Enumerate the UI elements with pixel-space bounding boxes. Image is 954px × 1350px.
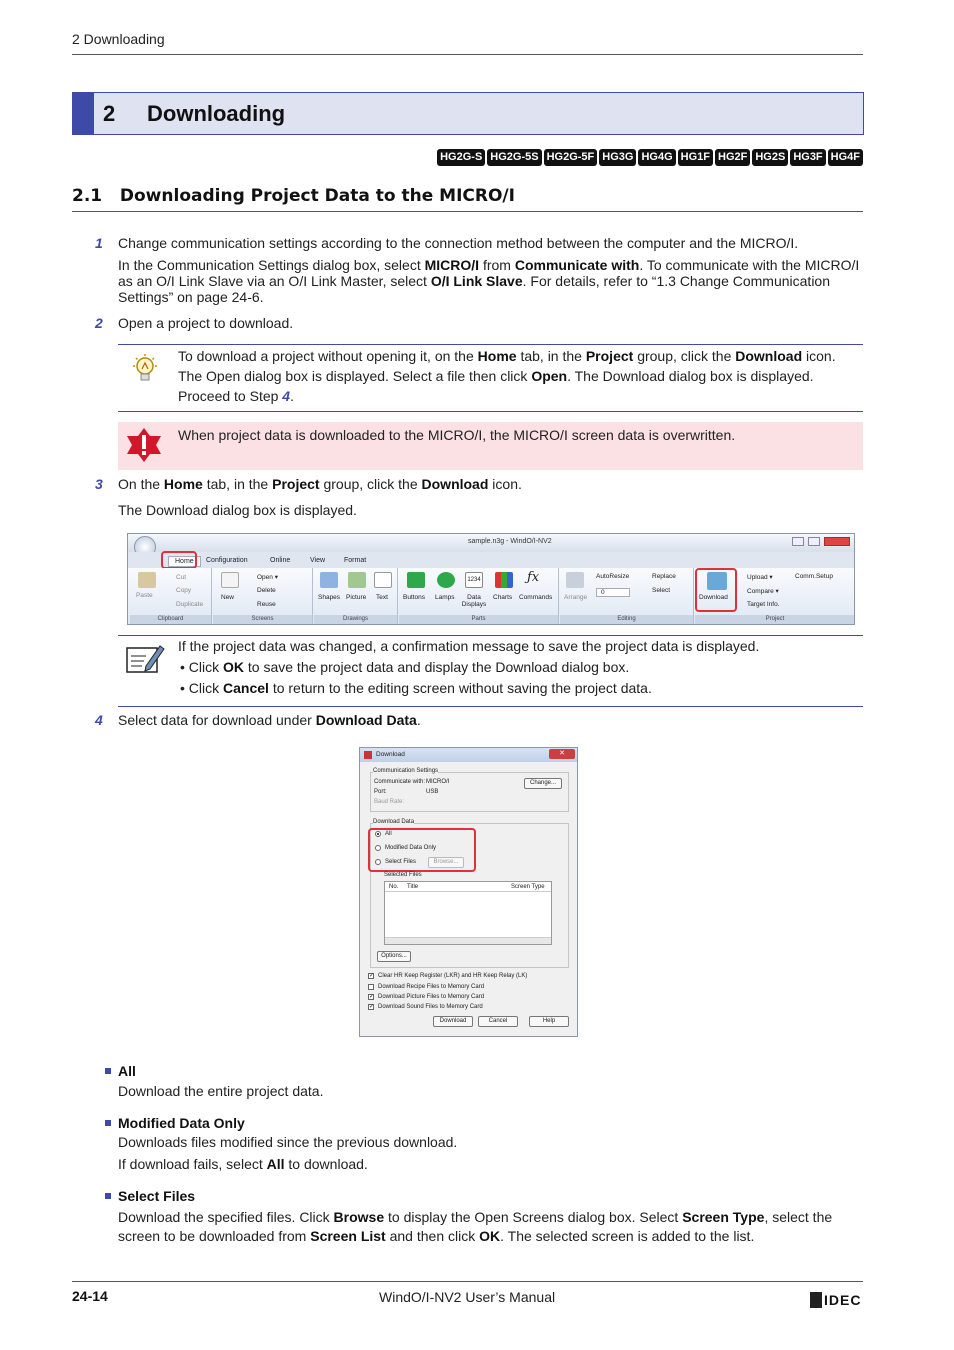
idec-logo	[810, 1292, 864, 1308]
download-options-highlight	[368, 828, 476, 872]
step-2-text: Open a project to download.	[118, 315, 294, 331]
warning-text: When project data is downloaded to the MICRO/I, the MICRO/I screen data is overwritten.	[178, 427, 736, 443]
note-text: If the project data was changed, a confirmation message to save the project data is displayed. • Click OK to save the project data and display the Download dialog box. • Click Cancel to return to the editing screen without saving the project data.	[178, 638, 760, 696]
commands-icon: ƒx	[527, 570, 540, 585]
checkbox-picture[interactable]: ✓	[369, 994, 375, 1000]
communicate-with-value: MICRO/I	[426, 779, 450, 785]
radio-all-label: All	[385, 831, 392, 837]
tab-view[interactable]: View	[310, 557, 326, 564]
checkbox-recipe[interactable]	[368, 984, 374, 990]
upload-button[interactable]: Upload ▾	[747, 574, 773, 581]
model-badge: HG2F	[715, 149, 750, 166]
tip-box	[118, 344, 863, 412]
data-displays-icon: 1234	[465, 572, 483, 588]
header-rule	[72, 54, 863, 55]
copy-button[interactable]: Copy	[176, 587, 192, 594]
lamps-button[interactable]: Lamps	[435, 594, 455, 601]
change-button[interactable]: Change...	[524, 778, 562, 789]
download-data-label: Download Data	[373, 819, 415, 825]
drawings-group	[314, 568, 398, 624]
parts-group	[399, 568, 559, 624]
communicate-with-label: Communicate with:	[374, 779, 426, 785]
def-modified-note: If download fails, select All to download.	[118, 1156, 368, 1172]
target-info-button[interactable]: Target Info.	[747, 601, 780, 608]
checkbox-recipe-label: Download Recipe Files to Memory Card	[378, 984, 485, 990]
maximize-button[interactable]	[808, 537, 820, 546]
step-number: 1	[95, 235, 103, 251]
step-1-detail: In the Communication Settings dialog box, select MICRO/I from Communicate with. To communicate with the MICRO/I as an O/I Link Slave via an O/I Link Master, select O/I Link Slave. For details, refer to “1.3 Change Communication Settings” on page 24-6.	[118, 257, 860, 305]
charts-icon	[495, 572, 513, 588]
def-modified-title: Modified Data Only	[118, 1115, 245, 1131]
def-modified-desc: Downloads files modified since the previous download.	[118, 1134, 458, 1150]
group-label: Clipboard	[130, 615, 211, 624]
running-head: 2 Downloading	[72, 31, 165, 47]
horizontal-scrollbar[interactable]	[385, 937, 551, 944]
checkbox-clear-keep[interactable]: ✓	[369, 973, 375, 979]
paste-icon	[138, 572, 156, 588]
download-button[interactable]: Download	[433, 1016, 473, 1027]
home-tab-highlight	[161, 551, 197, 569]
step-3-text: On the Home tab, in the Project group, click the Download icon.	[118, 476, 522, 492]
port-value: USB	[426, 789, 439, 795]
model-badge: HG2G-S	[437, 149, 485, 166]
section-number: 2.1	[72, 186, 103, 206]
minimize-button[interactable]	[792, 537, 804, 546]
model-badge: HG2G-5S	[487, 149, 541, 166]
grid-size-field[interactable]: 0	[596, 588, 630, 597]
step-4-text: Select data for download under Download Data.	[118, 712, 421, 728]
section-title: Downloading Project Data to the MICRO/I	[119, 186, 515, 206]
column-screen-type[interactable]: Screen Type	[511, 884, 545, 890]
picture-icon	[348, 572, 366, 588]
model-badge: HG3F	[790, 149, 825, 166]
manual-title: WindO/I-NV2 User’s Manual	[379, 1289, 556, 1305]
group-label: Parts	[399, 615, 558, 624]
model-badge: HG2S	[752, 149, 788, 166]
browse-button[interactable]: Browse...	[428, 857, 464, 868]
dialog-title: Download	[376, 751, 405, 758]
new-button[interactable]: New	[221, 594, 235, 601]
dialog-title-bar	[360, 748, 577, 762]
download-dialog-screenshot	[359, 747, 578, 1037]
section-rule	[72, 211, 863, 212]
step-number: 3	[95, 476, 103, 492]
step-number: 4	[95, 712, 103, 728]
tab-format[interactable]: Format	[344, 557, 367, 564]
editing-group	[560, 568, 694, 624]
baud-rate-label: Baud Rate:	[374, 799, 405, 805]
group-label: Drawings	[314, 615, 397, 624]
group-label: Project	[695, 615, 855, 624]
window-title: sample.n3g - WindO/I-NV2	[468, 538, 552, 545]
download-button-highlight	[695, 568, 737, 612]
arrange-button[interactable]: Arrange	[564, 594, 588, 601]
shapes-button[interactable]: Shapes	[318, 594, 341, 601]
radio-modified-label: Modified Data Only	[385, 845, 437, 851]
footer-rule	[72, 1281, 863, 1282]
model-badge: HG4G	[638, 149, 675, 166]
duplicate-button[interactable]: Duplicate	[176, 601, 204, 608]
model-badge: HG1F	[678, 149, 713, 166]
logo-text: IDEC	[824, 1292, 862, 1308]
charts-button[interactable]: Charts	[493, 594, 513, 601]
ribbon-tabs	[128, 552, 854, 568]
checkbox-picture-label: Download Picture Files to Memory Card	[378, 994, 485, 1000]
model-badge: HG3G	[599, 149, 636, 166]
radio-select-files-label: Select Files	[385, 859, 417, 865]
arrange-icon	[566, 572, 584, 588]
compare-button[interactable]: Compare ▾	[747, 588, 779, 595]
replace-button[interactable]: Replace	[652, 573, 676, 580]
tab-home[interactable]: Home	[168, 556, 201, 567]
note-pencil-icon	[126, 642, 166, 676]
options-button[interactable]: Options...	[377, 951, 411, 962]
warning-box	[118, 422, 863, 470]
text-icon	[374, 572, 392, 588]
paste-button[interactable]: Paste	[136, 592, 153, 599]
shapes-icon	[320, 572, 338, 588]
checkbox-sound[interactable]: ✓	[369, 1004, 375, 1010]
select-button[interactable]: Select	[652, 587, 671, 594]
model-badge: HG2G-5F	[544, 149, 598, 166]
checkbox-clear-keep-label: Clear HR Keep Register (LKR) and HR Keep Relay (LK)	[378, 973, 528, 979]
chapter-accent	[73, 93, 94, 134]
close-button[interactable]	[824, 537, 850, 546]
bullet-square	[105, 1120, 111, 1126]
download-button[interactable]: Download	[699, 594, 728, 601]
ribbon-title-bar	[128, 534, 854, 552]
app-icon	[364, 751, 372, 759]
step-1-text: Change communication settings according to the connection method between the computer and the MICRO/I.	[118, 235, 799, 251]
step-3-result: The Download dialog box is displayed.	[118, 502, 357, 518]
group-label: Screens	[213, 615, 312, 624]
clipboard-group	[130, 568, 212, 624]
ribbon-screenshot	[127, 533, 855, 625]
def-select-title: Select Files	[118, 1188, 196, 1204]
cancel-button[interactable]: Cancel	[478, 1016, 518, 1027]
cut-button[interactable]: Cut	[176, 574, 187, 581]
tip-text: To download a project without opening it, on the Home tab, in the Project group, click the Download icon. The Open dialog box is displayed. Select a file then click Open. The Download dialog box is displayed. Proceed to Step 4.	[178, 348, 836, 404]
step-number: 2	[95, 315, 103, 331]
dialog-close-button[interactable]: ✕	[549, 749, 575, 759]
selected-files-list[interactable]	[384, 881, 552, 945]
checkbox-sound-label: Download Sound Files to Memory Card	[378, 1004, 483, 1010]
data-displays-button[interactable]: Data Displays	[461, 594, 487, 608]
delete-button[interactable]: Delete	[257, 587, 276, 594]
logo-mark	[810, 1292, 822, 1308]
model-badges	[437, 149, 863, 166]
column-no[interactable]: No.	[389, 884, 399, 890]
bullet-square	[105, 1068, 111, 1074]
tab-online[interactable]: Online	[270, 557, 291, 564]
text-button[interactable]: Text	[376, 594, 388, 601]
open-button[interactable]: Open ▾	[257, 574, 278, 581]
chapter-number: 2	[103, 101, 116, 126]
comm-group-label: Communication Settings	[373, 768, 439, 774]
column-title[interactable]: Title	[407, 884, 419, 890]
port-label: Port:	[374, 789, 387, 795]
chapter-title: Downloading	[147, 101, 286, 126]
def-select-desc: Download the specified files. Click Browse to display the Open Screens dialog box. Select Screen Type, select the screen to be downloaded from Screen List and then click OK. The selected screen is added to the list.	[118, 1209, 833, 1244]
bullet-square	[105, 1193, 111, 1199]
picture-button[interactable]: Picture	[346, 594, 367, 601]
tab-configuration[interactable]: Configuration	[206, 557, 248, 564]
chapter-heading	[72, 92, 864, 135]
warning-icon	[125, 427, 163, 463]
group-label: Editing	[560, 615, 693, 624]
selected-files-label: Selected Files	[384, 872, 422, 878]
autoresize-button[interactable]: AutoResize	[596, 573, 630, 580]
help-button[interactable]: Help	[529, 1016, 569, 1027]
model-badge: HG4F	[828, 149, 863, 166]
note-box	[118, 635, 863, 707]
section-heading	[72, 186, 515, 206]
buttons-icon	[407, 572, 425, 588]
def-all-title: All	[118, 1063, 136, 1079]
comm-setup-button[interactable]: Comm.Setup	[795, 573, 833, 580]
screens-group	[213, 568, 313, 624]
new-screen-icon	[221, 572, 239, 588]
lamps-icon	[437, 572, 455, 588]
def-all-desc: Download the entire project data.	[118, 1083, 324, 1099]
buttons-button[interactable]: Buttons	[403, 594, 426, 601]
commands-button[interactable]: Commands	[519, 594, 553, 601]
lightbulb-icon	[130, 353, 160, 385]
page-number: 24-14	[72, 1288, 108, 1304]
reuse-button[interactable]: Reuse	[257, 601, 276, 608]
